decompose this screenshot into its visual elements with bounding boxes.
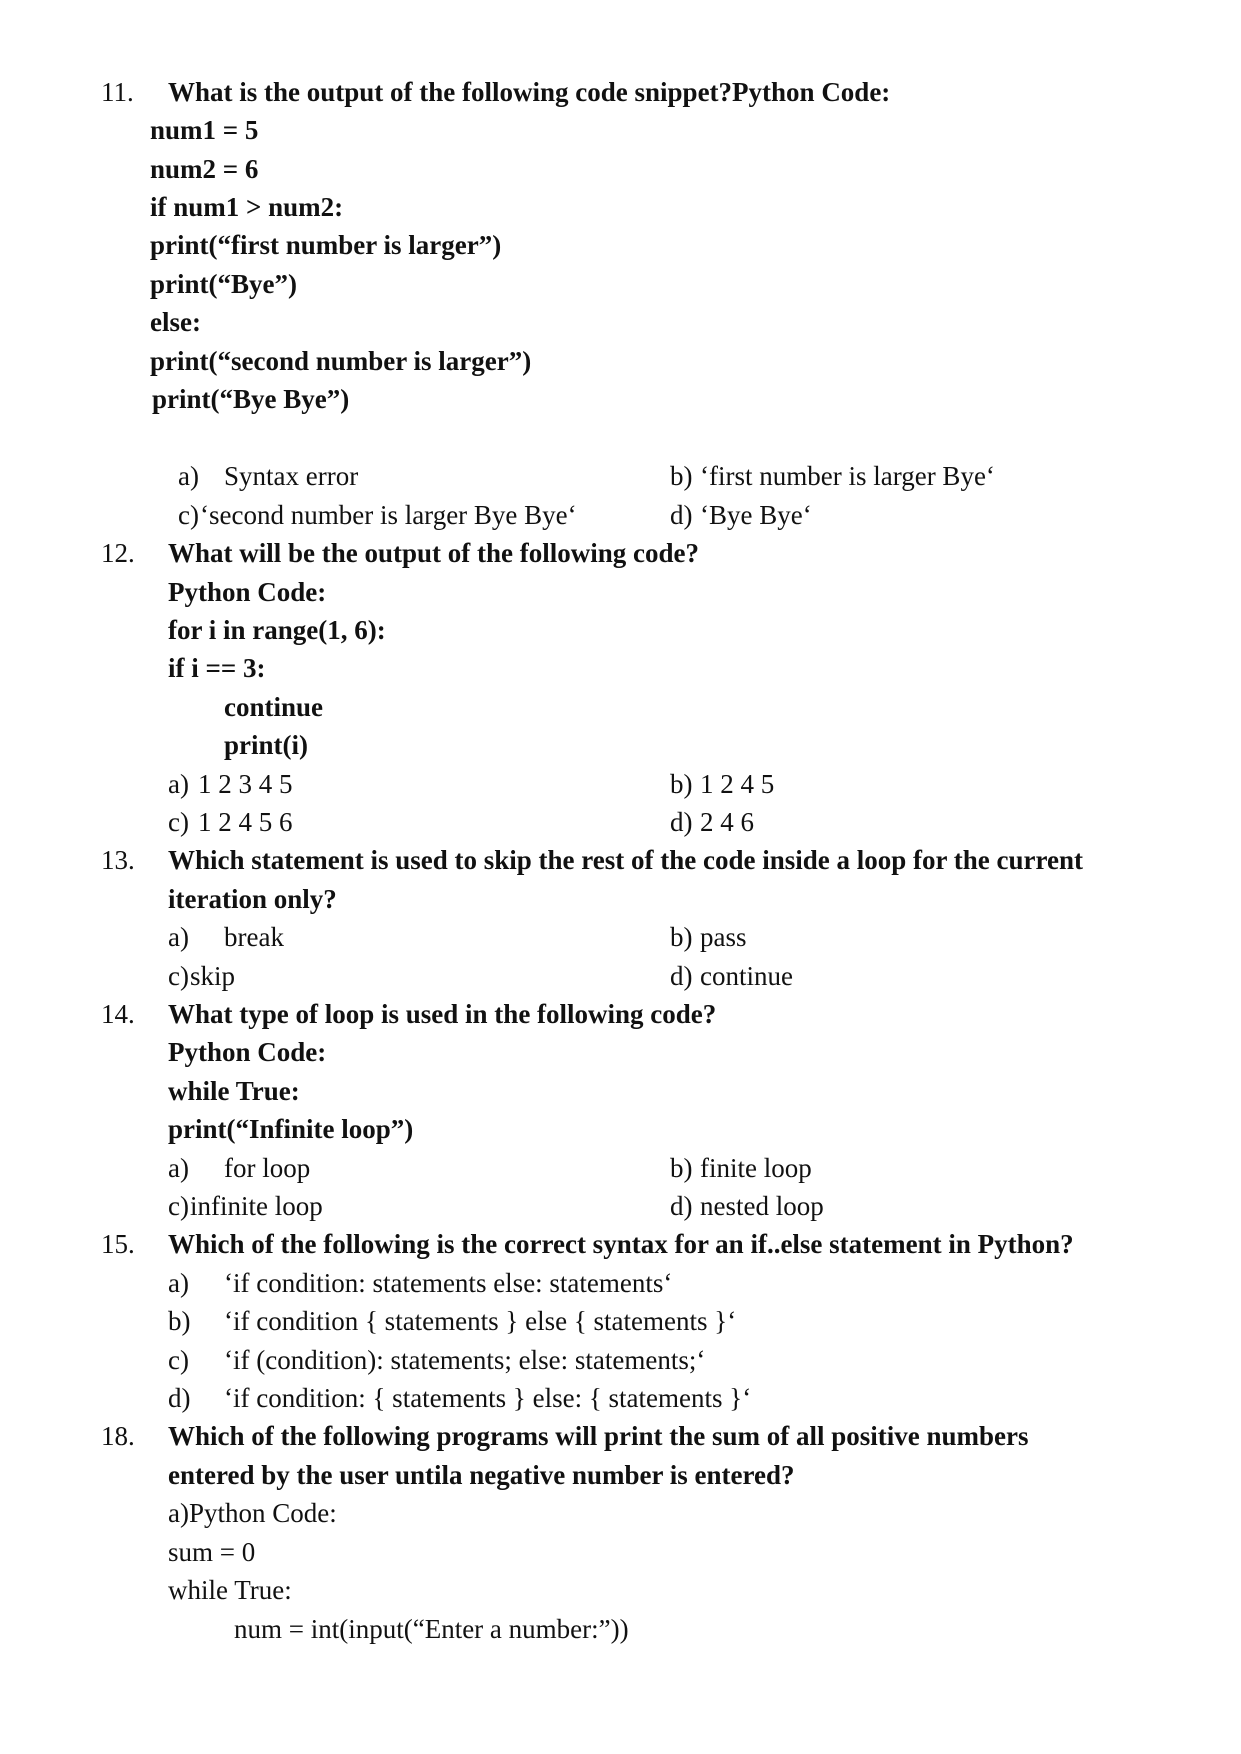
code-line: continue (224, 692, 324, 722)
question-number: 18. (101, 1421, 135, 1451)
option-text: ‘if condition: { statements } else: { statements }‘ (224, 1383, 752, 1413)
question-number: 12. (101, 538, 135, 568)
question-text: What will be the output of the following code? (168, 538, 700, 568)
option-letter: b) (670, 461, 693, 491)
option-letter: c) (168, 1191, 189, 1221)
question-text: What is the output of the following code snippet?Python Code: (168, 77, 891, 107)
option-text: ‘if condition: statements else: statements‘ (224, 1268, 673, 1298)
option-text: for loop (224, 1153, 311, 1183)
question-text: Which of the following programs will print the sum of all positive numbers (168, 1421, 1029, 1451)
question-text: What type of loop is used in the following code? (168, 999, 717, 1029)
option-text: pass (700, 922, 747, 952)
question-text: Which of the following is the correct syntax for an if..else statement in Python? (168, 1229, 1074, 1259)
option-text: ‘if (condition): statements; else: statements;‘ (224, 1345, 706, 1375)
code-line: if i == 3: (168, 653, 266, 683)
option-label: a)Python Code: (168, 1498, 337, 1528)
option-letter: d) (670, 1191, 693, 1221)
code-line: if num1 > num2: (150, 192, 344, 222)
option-text: continue (700, 961, 793, 991)
option-text: 1 2 4 5 (700, 769, 775, 799)
option-text: break (224, 922, 284, 952)
question-number: 14. (101, 999, 135, 1029)
code-line: while True: (168, 1076, 300, 1106)
code-line: num1 = 5 (150, 115, 259, 145)
option-text: infinite loop (190, 1191, 323, 1221)
code-line: num = int(input(“Enter a number:”)) (234, 1614, 629, 1644)
option-text: nested loop (700, 1191, 824, 1221)
option-text: ‘first number is larger Bye‘ (700, 461, 995, 491)
option-letter: c) (168, 807, 189, 837)
question-text: entered by the user untila negative number is entered? (168, 1460, 795, 1490)
option-letter: b) (168, 1306, 191, 1336)
option-text: skip (190, 961, 236, 991)
option-letter: a) (178, 461, 199, 491)
code-line: print(“first number is larger”) (150, 230, 502, 260)
option-text: finite loop (700, 1153, 812, 1183)
question-number: 15. (101, 1229, 135, 1259)
option-text: 1 2 3 4 5 (198, 769, 293, 799)
code-line: print(“Infinite loop”) (168, 1114, 414, 1144)
option-letter: a) (168, 1268, 189, 1298)
code-line: Python Code: (168, 577, 327, 607)
code-line: print(“Bye”) (150, 269, 297, 299)
code-line: for i in range(1, 6): (168, 615, 386, 645)
question-text: Which statement is used to skip the rest of the code inside a loop for the current (168, 845, 1083, 875)
option-letter: a) (168, 769, 189, 799)
option-letter: a) (168, 922, 189, 952)
option-letter: c) (168, 961, 189, 991)
question-number: 13. (101, 845, 135, 875)
option-text: ‘if condition { statements } else { statements }‘ (224, 1306, 737, 1336)
code-line: else: (150, 307, 201, 337)
option-letter: d) (670, 961, 693, 991)
option-letter: c) (168, 1345, 189, 1375)
option-text: 2 4 6 (700, 807, 754, 837)
option-letter: d) (168, 1383, 191, 1413)
code-line: while True: (168, 1575, 292, 1605)
option-letter: a) (168, 1153, 189, 1183)
code-line: print(i) (224, 730, 308, 760)
code-line: print(“Bye Bye”) (152, 384, 350, 414)
option-letter: d) (670, 500, 693, 530)
code-line: Python Code: (168, 1037, 327, 1067)
option-text: ‘Bye Bye‘ (700, 500, 812, 530)
option-letter: c) (178, 500, 199, 530)
code-line: print(“second number is larger”) (150, 346, 532, 376)
code-line: num2 = 6 (150, 154, 259, 184)
question-number: 11. (101, 77, 134, 107)
option-letter: d) (670, 807, 693, 837)
option-text: Syntax error (224, 461, 359, 491)
option-letter: b) (670, 1153, 693, 1183)
option-letter: b) (670, 769, 693, 799)
option-text: ‘second number is larger Bye Bye‘ (200, 500, 577, 530)
code-line: sum = 0 (168, 1537, 256, 1567)
option-letter: b) (670, 922, 693, 952)
question-text: iteration only? (168, 884, 337, 914)
option-text: 1 2 4 5 6 (198, 807, 293, 837)
